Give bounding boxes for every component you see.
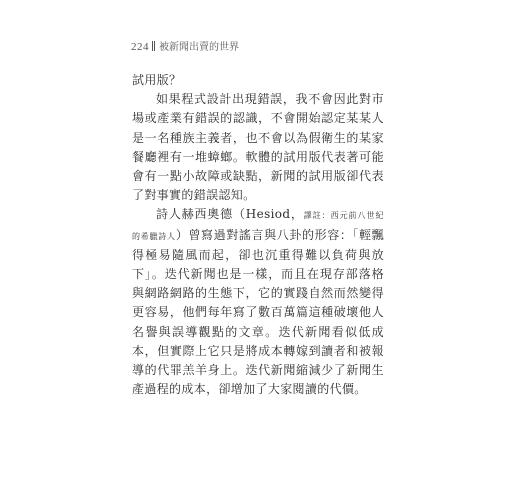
paragraph-text: 詩人赫西奧德（Hesiod， [156, 207, 304, 222]
body-text [132, 71, 384, 399]
header-divider [152, 41, 155, 51]
paragraph-software-beta: 如果程式設計出現錯誤，我不會因此對市場或產業有錯誤的認識，不會開始認定某某人是一名種族主義者，也不會以為假衛生的某家餐廳裡有一堆蟑螂。軟體的試用版代表著可能會有一點小故障或缺點，新聞的試用版卻代表了對事實的錯誤認知。 [132, 92, 384, 203]
page-number: 224 [131, 41, 149, 53]
running-header [131, 41, 239, 54]
translator-note: 譯註：西元前八世紀的希臘詩人 [132, 211, 384, 241]
book-title: 被新聞出賣的世界 [159, 42, 239, 53]
paragraph-text: ）曾寫過對謠言與八卦的形容：「輕飄得極易隨風而起，卻也沉重得難以負荷與放下」。迭代新聞也是一樣，而且在現存部落格與網路網路的生態下，它的實踐自然而然變得更容易，他們每年寫了數百萬篇這種破壞他人名譽與誤導觀點的文章。迭代新聞看似低成本，但實際上它只是將成本轉嫁到讀者和被報導的代罪羔羊身上。迭代新聞縮減少了新聞生產過程的成本，卻增加了大家閱讀的代價。 [132, 227, 385, 397]
paragraph-hesiod-quote [132, 205, 384, 399]
paragraph-section-heading: 試用版？ [132, 73, 182, 87]
